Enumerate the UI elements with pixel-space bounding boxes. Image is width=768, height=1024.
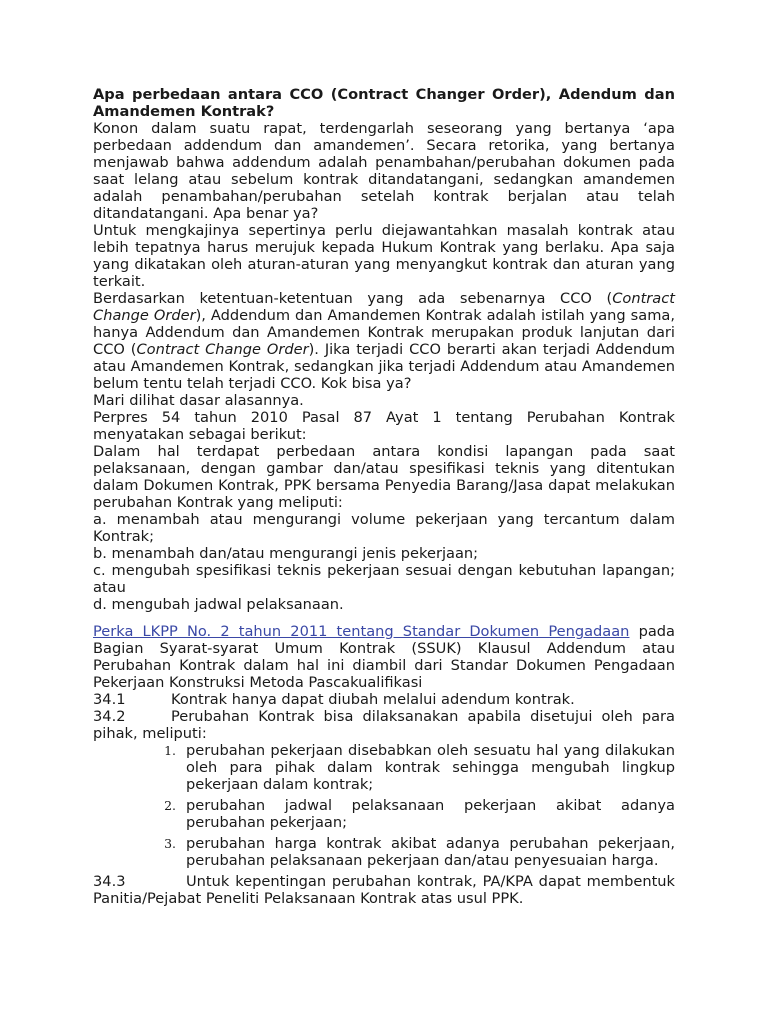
list-item-c: c. mengubah spesifikasi teknis pekerjaan sesuai dengan kebutuhan lapangan; atau xyxy=(93,562,675,596)
paragraph-perka xyxy=(93,623,675,691)
p3-italic-1: Contract Change Order xyxy=(93,290,675,324)
list-item-a: a. menambah atau mengurangi volume pekerjaan yang tercantum dalam Kontrak; xyxy=(93,511,675,545)
item-marker: 2. xyxy=(164,798,176,813)
clause-text: Kontrak hanya dapat diubah melalui adendum kontrak. xyxy=(171,691,575,708)
paragraph-perbedaan: Dalam hal terdapat perbedaan antara kondisi lapangan pada saat pelaksanaan, dengan gambar dan/atau spesifikasi teknis yang ditentukan dalam Dokumen Kontrak, PPK bersama Penyedia Barang/Jasa dapat melakukan perubahan Kontrak yang meliputi: xyxy=(93,443,675,511)
clause-34-1 xyxy=(93,691,675,708)
numbered-list xyxy=(93,742,675,869)
numbered-item xyxy=(93,835,675,869)
perka-rest: pada Bagian Syarat-syarat Umum Kontrak (SSUK) Klausul Addendum atau Perubahan Kontrak dalam hal ini diambil dari Standar Dokumen Pengadaan Pekerjaan Konstruksi Metoda Pascakualifikasi xyxy=(93,623,675,691)
perka-lkpp-link[interactable]: Perka LKPP No. 2 tahun 2011 tentang Standar Dokumen Pengadaan xyxy=(93,623,630,640)
list-item-b: b. menambah dan/atau mengurangi jenis pekerjaan; xyxy=(93,545,479,562)
p3-italic-2: Contract Change Order xyxy=(136,341,309,358)
numbered-item xyxy=(93,797,675,831)
clause-text: Perubahan Kontrak bisa dilaksanakan apabila disetujui oleh para pihak, meliputi: xyxy=(93,708,675,742)
item-text: perubahan harga kontrak akibat adanya perubahan pekerjaan, perubahan pelaksanaan pekerjaan dan/atau penyesuaian harga. xyxy=(186,835,675,869)
p3-part-e: ). Jika terjadi CCO berarti akan terjadi Addendum atau Amandemen Kontrak, sedangkan jika terjadi Addendum atau Amandemen belum tentu telah terjadi CCO. Kok bisa ya? xyxy=(93,341,675,392)
item-marker: 3. xyxy=(164,836,176,851)
paragraph-alasan: Mari dilihat dasar alasannya. xyxy=(93,392,304,409)
paragraph-intro: Konon dalam suatu rapat, terdengarlah seseorang yang bertanya ‘apa perbedaan addendum dan amandemen’. Secara retorika, yang bertanya menjawab bahwa addendum adalah penambahan/perubahan dokumen pada saat lelang atau sebelum kontrak ditandatangani, sedangkan amandemen adalah penambahan/perubahan setelah kontrak berjalan atau telah ditandatangani. Apa benar ya? xyxy=(93,120,675,222)
clause-number: 34.1 xyxy=(93,691,126,708)
paragraph-cco xyxy=(93,290,675,392)
paragraph-gap xyxy=(93,613,675,623)
clause-number: 34.3 xyxy=(93,873,126,890)
paragraph-perpres: Perpres 54 tahun 2010 Pasal 87 Ayat 1 tentang Perubahan Kontrak menyatakan sebagai berikut: xyxy=(93,409,675,443)
paragraph-kajian: Untuk mengkajinya sepertinya perlu diejawantahkan masalah kontrak atau lebih tepatnya harus merujuk kepada Hukum Kontrak yang berlaku. Apa saja yang dikatakan oleh aturan-aturan yang menyangkut kontrak dan aturan yang terkait. xyxy=(93,222,675,290)
clause-34-2 xyxy=(93,708,675,742)
numbered-item xyxy=(93,742,675,793)
clause-34-3 xyxy=(93,873,675,907)
document-title: Apa perbedaan antara CCO (Contract Changer Order), Adendum dan Amandemen Kontrak? xyxy=(93,86,675,120)
list-item-d: d. mengubah jadwal pelaksanaan. xyxy=(93,596,344,613)
clause-number: 34.2 xyxy=(93,708,126,725)
item-text: perubahan pekerjaan disebabkan oleh sesuatu hal yang dilakukan oleh para pihak dalam kontrak sehingga mengubah lingkup pekerjaan dalam kontrak; xyxy=(186,742,675,793)
clause-text: Untuk kepentingan perubahan kontrak, PA/KPA dapat membentuk Panitia/Pejabat Peneliti Pelaksanaan Kontrak atas usul PPK. xyxy=(93,873,675,907)
item-marker: 1. xyxy=(164,743,176,758)
item-text: perubahan jadwal pelaksanaan pekerjaan akibat adanya perubahan pekerjaan; xyxy=(186,797,675,831)
p3-part-a: Berdasarkan ketentuan-ketentuan yang ada sebenarnya CCO ( xyxy=(93,290,613,307)
p3-part-c: ), Addendum dan Amandemen Kontrak adalah istilah yang sama, hanya Addendum dan Amandemen Kontrak merupakan produk lanjutan dari CCO ( xyxy=(93,307,676,358)
